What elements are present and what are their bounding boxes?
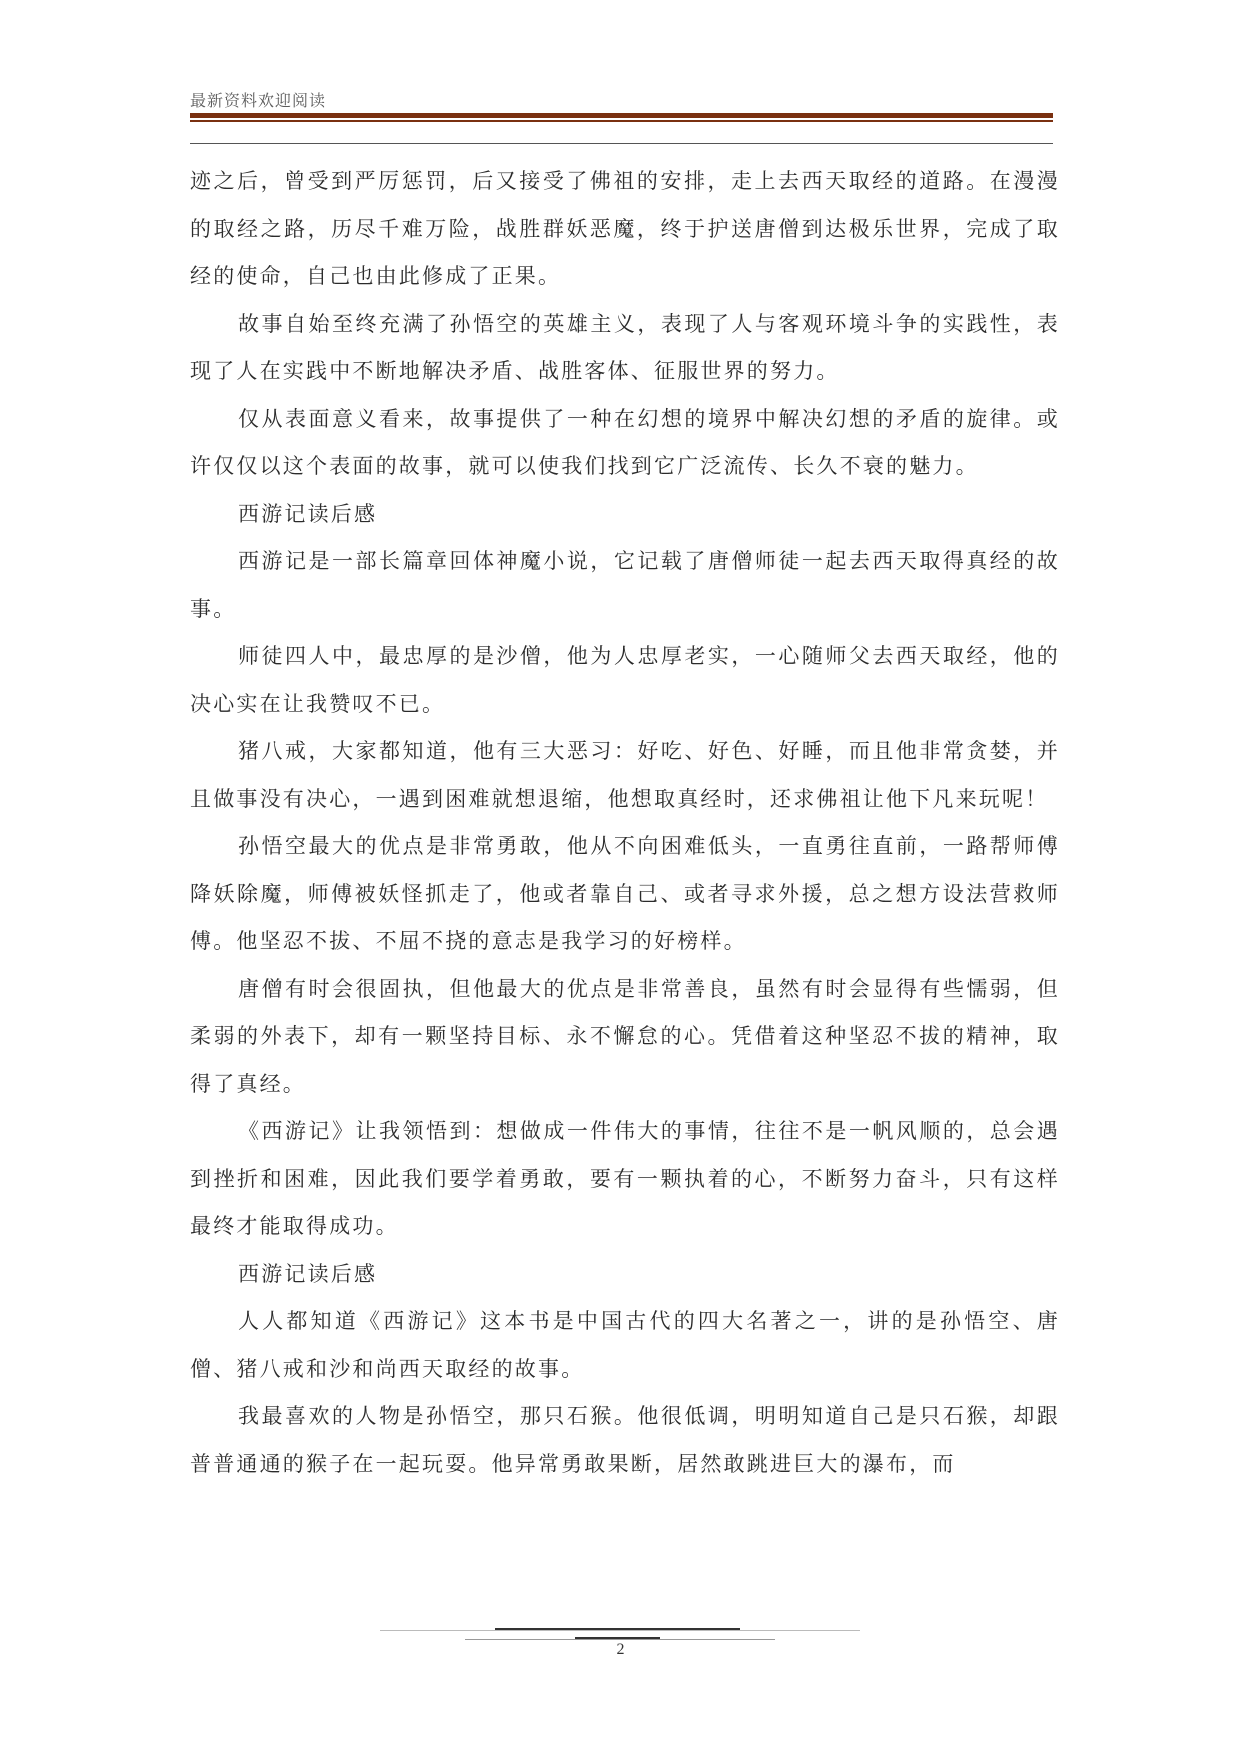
paragraph: 孙悟空最大的优点是非常勇敢，他从不向困难低头，一直勇往直前，一路帮师傅降妖除魔，师傅被妖怪抓走了，他或者靠自己、或者寻求外援，总之想方设法营救师傅。他坚忍不拔、不屈不挠的意志是我学习的好榜样。 bbox=[190, 834, 1060, 953]
paragraph: 西游记是一部长篇章回体神魔小说，它记载了唐僧师徒一起去西天取得真经的故事。 bbox=[190, 549, 1060, 621]
header-rule-underline bbox=[190, 143, 1053, 144]
paragraph: 迹之后，曾受到严厉惩罚，后又接受了佛祖的安排，走上去西天取经的道路。在漫漫的取经之路，历尽千难万险，战胜群妖恶魔，终于护送唐僧到达极乐世界，完成了取经的使命，自己也由此修成了正果。 bbox=[190, 169, 1060, 288]
paragraph: 师徒四人中，最忠厚的是沙僧，他为人忠厚老实，一心随师父去西天取经，他的决心实在让我赞叹不已。 bbox=[190, 644, 1060, 716]
paragraph: 仅从表面意义看来，故事提供了一种在幻想的境界中解决幻想的矛盾的旋律。或许仅仅以这个表面的故事，就可以使我们找到它广泛流传、长久不衰的魅力。 bbox=[190, 406, 1060, 478]
footer-rule bbox=[495, 1628, 740, 1630]
section-heading: 西游记读后感 bbox=[238, 1261, 378, 1286]
document-body bbox=[190, 158, 1060, 1488]
paragraph: 猪八戒，大家都知道，他有三大恶习：好吃、好色、好睡，而且他非常贪婪，并且做事没有决心，一遇到困难就想退缩，他想取真经时，还求佛祖让他下凡来玩呢！ bbox=[190, 739, 1060, 811]
footer-rule bbox=[380, 1630, 860, 1631]
section-heading: 西游记读后感 bbox=[238, 501, 378, 526]
paragraph: 故事自始至终充满了孙悟空的英雄主义，表现了人与客观环境斗争的实践性，表现了人在实践中不断地解决矛盾、战胜客体、征服世界的努力。 bbox=[190, 311, 1060, 383]
paragraph: 人人都知道《西游记》这本书是中国古代的四大名著之一，讲的是孙悟空、唐僧、猪八戒和沙和尚西天取经的故事。 bbox=[190, 1309, 1060, 1381]
header-rule-thick bbox=[190, 113, 1053, 118]
footer-rule bbox=[465, 1639, 775, 1640]
paragraph: 唐僧有时会很固执，但他最大的优点是非常善良，虽然有时会显得有些懦弱，但柔弱的外表下，却有一颗坚持目标、永不懈怠的心。凭借着这种坚忍不拔的精神，取得了真经。 bbox=[190, 976, 1060, 1096]
header-text: 最新资料欢迎阅读 bbox=[190, 91, 327, 110]
paragraph: 我最喜欢的人物是孙悟空，那只石猴。他很低调，明明知道自己是只石猴，却跟普普通通的猴子在一起玩耍。他异常勇敢果断，居然敢跳进巨大的瀑布，而 bbox=[190, 1404, 1060, 1476]
footer-rule bbox=[575, 1637, 660, 1639]
paragraph: 《西游记》让我领悟到：想做成一件伟大的事情，往往不是一帆风顺的，总会遇到挫折和困难，因此我们要学着勇敢，要有一颗执着的心，不断努力奋斗，只有这样最终才能取得成功。 bbox=[190, 1119, 1060, 1238]
page-number: 2 bbox=[616, 1641, 625, 1658]
header-rule-thin bbox=[190, 120, 1053, 122]
